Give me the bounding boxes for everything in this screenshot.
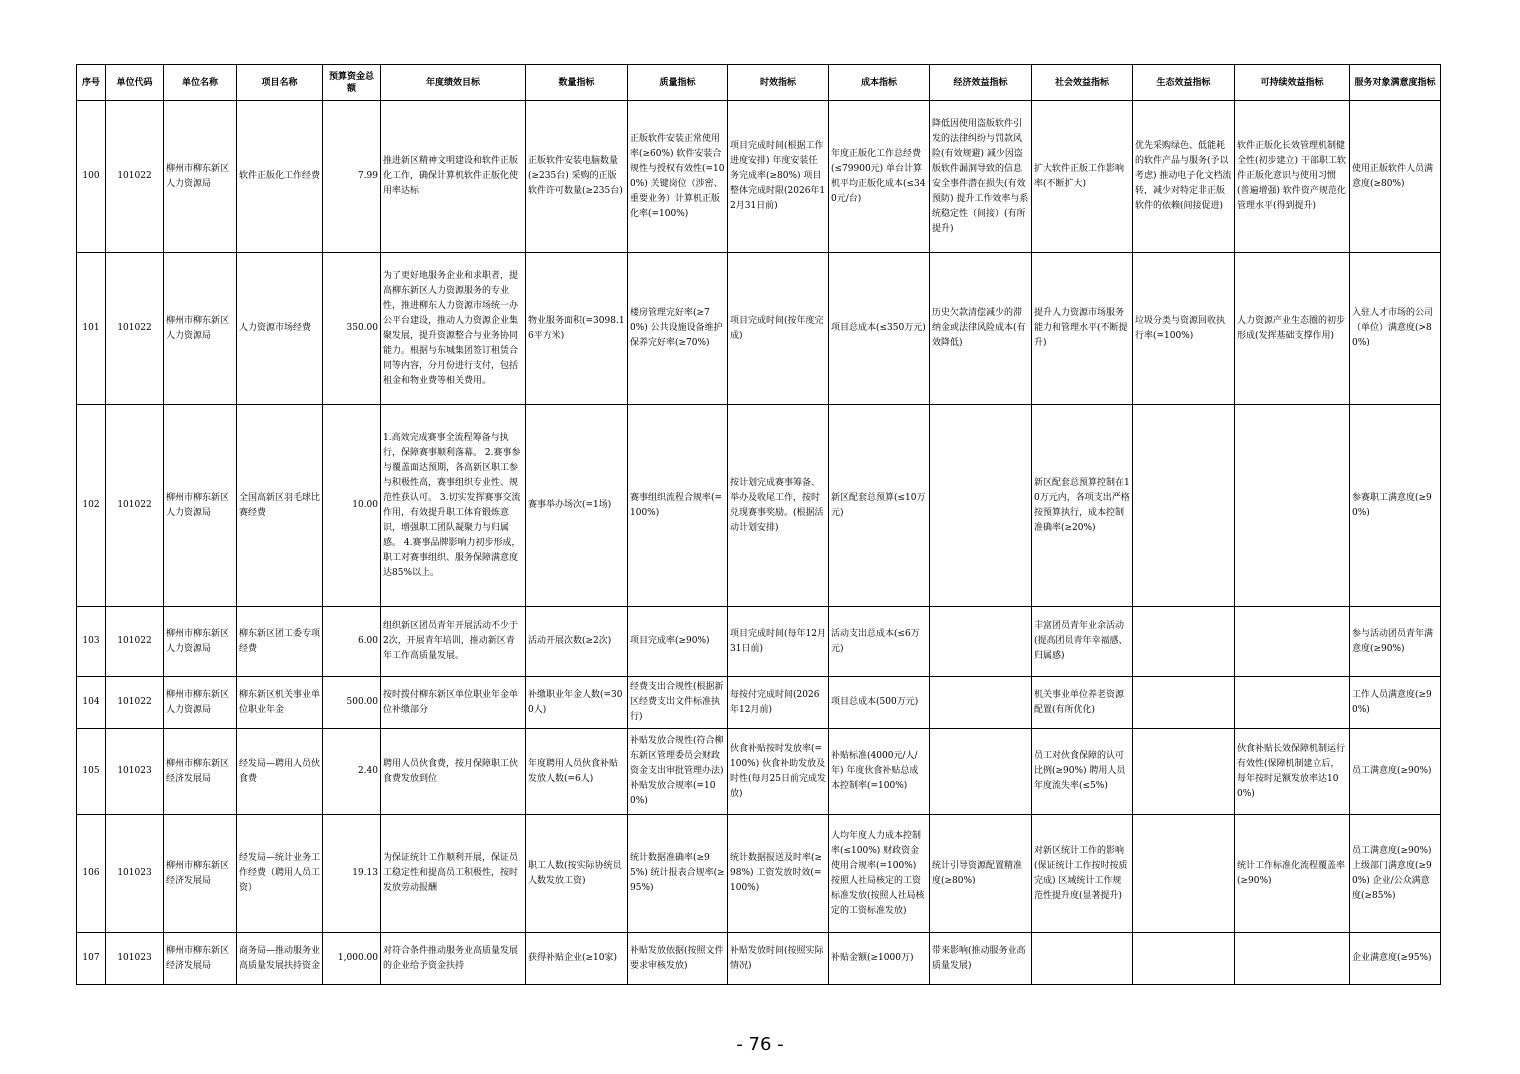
cell-ecological	[1133, 933, 1235, 985]
cell-cost: 活动支出总成本(≤6万元)	[829, 607, 930, 677]
cell-sustainable: 人力资源产业生态圈的初步形成(发挥基础支撑作用)	[1235, 253, 1350, 405]
cell-budget: 1,000.00	[323, 933, 381, 985]
table-row	[77, 815, 1441, 933]
cell-unit-name: 柳州市柳东新区经济发展局	[164, 815, 237, 933]
cell-quantity: 活动开展次数(≥2次)	[526, 607, 628, 677]
cell-unit-code: 101022	[106, 253, 164, 405]
table-body	[77, 101, 1441, 985]
col-header-unit-name: 单位名称	[164, 65, 237, 101]
cell-project-name: 软件正版化工作经费	[237, 101, 323, 253]
cell-social: 对新区统计工作的影响(保证统计工作按时按质完成) 区域统计工作规范性提升度(显著提升)	[1032, 815, 1133, 933]
cell-economic: 历史欠款清偿减少的滞纳金或法律风险成本(有效降低)	[930, 253, 1032, 405]
col-header-timeliness: 时效指标	[728, 65, 829, 101]
cell-social: 新区配套总预算控制在10万元内，各项支出严格按预算执行，成本控制准确率(≥20%)	[1032, 405, 1133, 607]
cell-budget: 19.13	[323, 815, 381, 933]
cell-timeliness: 每按付完成时间(2026年12月前)	[728, 677, 829, 729]
col-header-economic: 经济效益指标	[930, 65, 1032, 101]
header-row	[77, 65, 1441, 101]
cell-satisfaction: 员工满意度(≥90%) 上级部门满意度(≥90%) 企业/公众满意度(≥85%)	[1350, 815, 1441, 933]
cell-ecological	[1133, 607, 1235, 677]
cell-social: 提升人力资源市场服务能力和管理水平(不断提升)	[1032, 253, 1133, 405]
cell-quality: 正版软件安装正常使用率(≥60%) 软件安装合规性与授权有效性(=100%) 关键岗位（涉密、重要业务）计算机正版化率(=100%)	[628, 101, 728, 253]
cell-budget: 10.00	[323, 405, 381, 607]
cell-budget: 6.00	[323, 607, 381, 677]
cell-project-name: 经发局—聘用人员伙食费	[237, 729, 323, 815]
table-row	[77, 101, 1441, 253]
cell-project-name: 人力资源市场经费	[237, 253, 323, 405]
cell-satisfaction: 使用正版软件人员满意度(≥80%)	[1350, 101, 1441, 253]
cell-seq: 102	[77, 405, 106, 607]
cell-economic: 带来影响(推动服务业高质量发展)	[930, 933, 1032, 985]
col-header-cost: 成本指标	[829, 65, 930, 101]
col-header-satisfaction: 服务对象满意度指标	[1350, 65, 1441, 101]
cell-social: 扩大软件正版工作影响率(不断扩大)	[1032, 101, 1133, 253]
col-header-unit-code: 单位代码	[106, 65, 164, 101]
cell-cost: 补贴标准(4000元/人/年) 年度伙食补贴总成本控制率(=100%)	[829, 729, 930, 815]
cell-annual-goal: 按时拨付柳东新区单位职业年金单位补缴部分	[381, 677, 526, 729]
col-header-annual-goal: 年度绩效目标	[381, 65, 526, 101]
cell-economic	[930, 677, 1032, 729]
cell-satisfaction: 员工满意度(≥90%)	[1350, 729, 1441, 815]
table-row	[77, 607, 1441, 677]
cell-unit-code: 101022	[106, 101, 164, 253]
performance-table	[76, 64, 1441, 985]
cell-seq: 105	[77, 729, 106, 815]
col-header-quantity: 数量指标	[526, 65, 628, 101]
cell-unit-code: 101023	[106, 729, 164, 815]
cell-quantity: 赛事举办场次(=1场)	[526, 405, 628, 607]
cell-cost: 补贴金额(≥1000万)	[829, 933, 930, 985]
cell-project-name: 柳东新区机关事业单位职业年金	[237, 677, 323, 729]
cell-sustainable: 统计工作标准化流程覆盖率(≥90%)	[1235, 815, 1350, 933]
cell-annual-goal: 聘用人员伙食费，按月保障职工伙食费发放到位	[381, 729, 526, 815]
cell-sustainable	[1235, 933, 1350, 985]
cell-seq: 106	[77, 815, 106, 933]
cell-sustainable	[1235, 677, 1350, 729]
cell-budget: 2.40	[323, 729, 381, 815]
cell-cost: 人均年度人力成本控制率(≤100%) 财政资金使用合规率(=100%) 按照人社局核定的工资标准发放(按照人社局核定的工资标准发放)	[829, 815, 930, 933]
cell-sustainable: 伙食补贴长效保障机制运行有效性(保障机制建立后，每年按时足额发放率达100%)	[1235, 729, 1350, 815]
cell-unit-name: 柳州市柳东新区人力资源局	[164, 253, 237, 405]
cell-timeliness: 项目完成时间(每年12月31日前)	[728, 607, 829, 677]
cell-economic: 降低因使用盗版软件引发的法律纠纷与罚款风险(有效规避) 减少因盗版软件漏洞导致的信息安全事件潜在损失(有效预防) 提升工作效率与系统稳定性（间接）(有所提升)	[930, 101, 1032, 253]
cell-timeliness: 统计数据报送及时率(≥98%) 工资发放时效(=100%)	[728, 815, 829, 933]
cell-budget: 350.00	[323, 253, 381, 405]
col-header-project-name: 项目名称	[237, 65, 323, 101]
cell-satisfaction: 企业满意度(≥95%)	[1350, 933, 1441, 985]
cell-satisfaction: 工作人员满意度(≥90%)	[1350, 677, 1441, 729]
cell-ecological	[1133, 405, 1235, 607]
cell-ecological: 垃圾分类与资源回收执行率(=100%)	[1133, 253, 1235, 405]
cell-quantity: 补缴职业年金人数(=300人)	[526, 677, 628, 729]
cell-project-name: 商务局—推动服务业高质量发展扶持资金	[237, 933, 323, 985]
cell-seq: 101	[77, 253, 106, 405]
cell-budget: 7.99	[323, 101, 381, 253]
cell-cost: 项目总成本(500万元)	[829, 677, 930, 729]
cell-unit-code: 101022	[106, 607, 164, 677]
cell-quality: 经费支出合规性(根据新区经费支出文件标准执行)	[628, 677, 728, 729]
cell-ecological	[1133, 815, 1235, 933]
cell-social: 机关事业单位养老资源配置(有所优化)	[1032, 677, 1133, 729]
cell-economic: 统计引导资源配置精准度(≥80%)	[930, 815, 1032, 933]
table-row	[77, 729, 1441, 815]
page-number: - 76 -	[736, 1034, 784, 1055]
cell-satisfaction: 入驻人才市场的公司（单位）满意度(>80%)	[1350, 253, 1441, 405]
cell-unit-name: 柳州市柳东新区人力资源局	[164, 607, 237, 677]
cell-quality: 楼房管理完好率(≥70%) 公共设施设备维护保养完好率(≥70%)	[628, 253, 728, 405]
cell-quantity: 职工人数(按实际协统员人数发放工资)	[526, 815, 628, 933]
cell-annual-goal: 为了更好地服务企业和求职者，提高柳东新区人力资源服务的专业性，推进柳东人力资源市场统一办公平台建设，推动人力资源企业集聚发展，提升资源整合与业务协同能力。根据与东城集团签订租赁合同等内容，分月份进行支付，包括租金和物业费等相关费用。	[381, 253, 526, 405]
cell-project-name: 全国高新区羽毛球比赛经费	[237, 405, 323, 607]
cell-annual-goal: 组织新区团员青年开展活动不少于2次，开展青年培训，推动新区青年工作高质量发展。	[381, 607, 526, 677]
cell-unit-name: 柳州市柳东新区经济发展局	[164, 729, 237, 815]
cell-quality: 补贴发放依据(按照文件要求审核发放)	[628, 933, 728, 985]
col-header-sustainable: 可持续效益指标	[1235, 65, 1350, 101]
cell-economic	[930, 405, 1032, 607]
col-header-social: 社会效益指标	[1032, 65, 1133, 101]
table-row	[77, 253, 1441, 405]
cell-satisfaction: 参赛职工满意度(≥90%)	[1350, 405, 1441, 607]
cell-quantity: 获得补贴企业(≥10家)	[526, 933, 628, 985]
cell-sustainable	[1235, 607, 1350, 677]
cell-timeliness: 项目完成时间(按年度完成)	[728, 253, 829, 405]
cell-quantity: 物业服务面积(=3098.16平方米)	[526, 253, 628, 405]
cell-timeliness: 项目完成时间(根据工作进度安排) 年度安装任务完成率(≥80%) 项目整体完成时限(2026年12月31日前)	[728, 101, 829, 253]
cell-unit-code: 101023	[106, 815, 164, 933]
cell-unit-name: 柳州市柳东新区人力资源局	[164, 101, 237, 253]
table-row	[77, 933, 1441, 985]
cell-annual-goal: 为保证统计工作顺利开展，保证员工稳定性和提高员工积极性，按时发放劳动报酬	[381, 815, 526, 933]
cell-cost: 年度正版化工作总经费(≤79900元) 单台计算机平均正版化成本(≤340元/台)	[829, 101, 930, 253]
cell-quantity: 正版软件安装电脑数量(≥235台) 采购的正版软件许可数量(≥235台)	[526, 101, 628, 253]
cell-unit-code: 101023	[106, 933, 164, 985]
cell-quality: 统计数据准确率(≥95%) 统计报表合规率(≥95%)	[628, 815, 728, 933]
cell-unit-code: 101022	[106, 677, 164, 729]
cell-timeliness: 补贴发放时间(按照实际情况)	[728, 933, 829, 985]
cell-social: 员工对伙食保障的认可比例(≥90%) 聘用人员年度流失率(≤5%)	[1032, 729, 1133, 815]
cell-unit-name: 柳州市柳东新区经济发展局	[164, 933, 237, 985]
cell-ecological	[1133, 677, 1235, 729]
cell-sustainable	[1235, 405, 1350, 607]
cell-annual-goal: 1.高效完成赛事全流程筹备与执行，保障赛事顺利落幕。 2.赛事参与覆盖面达预期，各高新区职工参与积极性高，赛事组织专业性、规范性获认可。 3.切实发挥赛事交流作用，有效提升职工体育锻炼意识，增强职工团队凝聚力与归属感。 4.赛事品牌影响力初步形成，职工对赛事组织、服务保障满意度达85%以上。	[381, 405, 526, 607]
cell-economic	[930, 729, 1032, 815]
cell-project-name: 经发局—统计业务工作经费（聘用人员工资）	[237, 815, 323, 933]
cell-seq: 107	[77, 933, 106, 985]
cell-sustainable: 软件正版化长效管理机制健全性(初步建立) 干部职工软件正版化意识与使用习惯(普遍增强) 软件资产规范化管理水平(得到提升)	[1235, 101, 1350, 253]
cell-timeliness: 按计划完成赛事筹备、举办及收尾工作，按时兑现赛事奖励。(根据活动计划安排)	[728, 405, 829, 607]
col-header-seq: 序号	[77, 65, 106, 101]
cell-budget: 500.00	[323, 677, 381, 729]
cell-unit-name: 柳州市柳东新区人力资源局	[164, 405, 237, 607]
cell-project-name: 柳东新区团工委专项经费	[237, 607, 323, 677]
cell-timeliness: 伙食补贴按时发放率(=100%) 伙食补助发放及时性(每月25日前完成发放)	[728, 729, 829, 815]
col-header-quality: 质量指标	[628, 65, 728, 101]
cell-seq: 100	[77, 101, 106, 253]
cell-cost: 项目总成本(≤350万元)	[829, 253, 930, 405]
cell-quality: 项目完成率(≥90%)	[628, 607, 728, 677]
cell-seq: 104	[77, 677, 106, 729]
cell-annual-goal: 对符合条件推动服务业高质量发展的企业给予资金扶持	[381, 933, 526, 985]
cell-quantity: 年度聘用人员伙食补贴发放人数(=6人)	[526, 729, 628, 815]
cell-ecological: 优先采购绿色、低能耗的软件产品与服务(予以考虑) 推动电子化文档流转，减少对特定非正版软件的依赖(间接促进)	[1133, 101, 1235, 253]
cell-social	[1032, 933, 1133, 985]
cell-annual-goal: 推进新区精神文明建设和软件正版化工作，确保计算机软件正版化使用率达标	[381, 101, 526, 253]
col-header-ecological: 生态效益指标	[1133, 65, 1235, 101]
cell-satisfaction: 参与活动团员青年满意度(≥90%)	[1350, 607, 1441, 677]
cell-ecological	[1133, 729, 1235, 815]
cell-quality: 补贴发放合规性(符合柳东新区管理委员会财政资金支出审批管理办法) 补贴发放合规率(=100%)	[628, 729, 728, 815]
cell-seq: 103	[77, 607, 106, 677]
cell-unit-name: 柳州市柳东新区人力资源局	[164, 677, 237, 729]
cell-unit-code: 101022	[106, 405, 164, 607]
table-row	[77, 405, 1441, 607]
col-header-budget: 预算资金总额	[323, 65, 381, 101]
cell-social: 丰富团员青年业余活动(提高团员青年幸福感、归属感)	[1032, 607, 1133, 677]
table-row	[77, 677, 1441, 729]
cell-cost: 新区配套总预算(≤10万元)	[829, 405, 930, 607]
cell-economic	[930, 607, 1032, 677]
cell-quality: 赛事组织流程合规率(=100%)	[628, 405, 728, 607]
